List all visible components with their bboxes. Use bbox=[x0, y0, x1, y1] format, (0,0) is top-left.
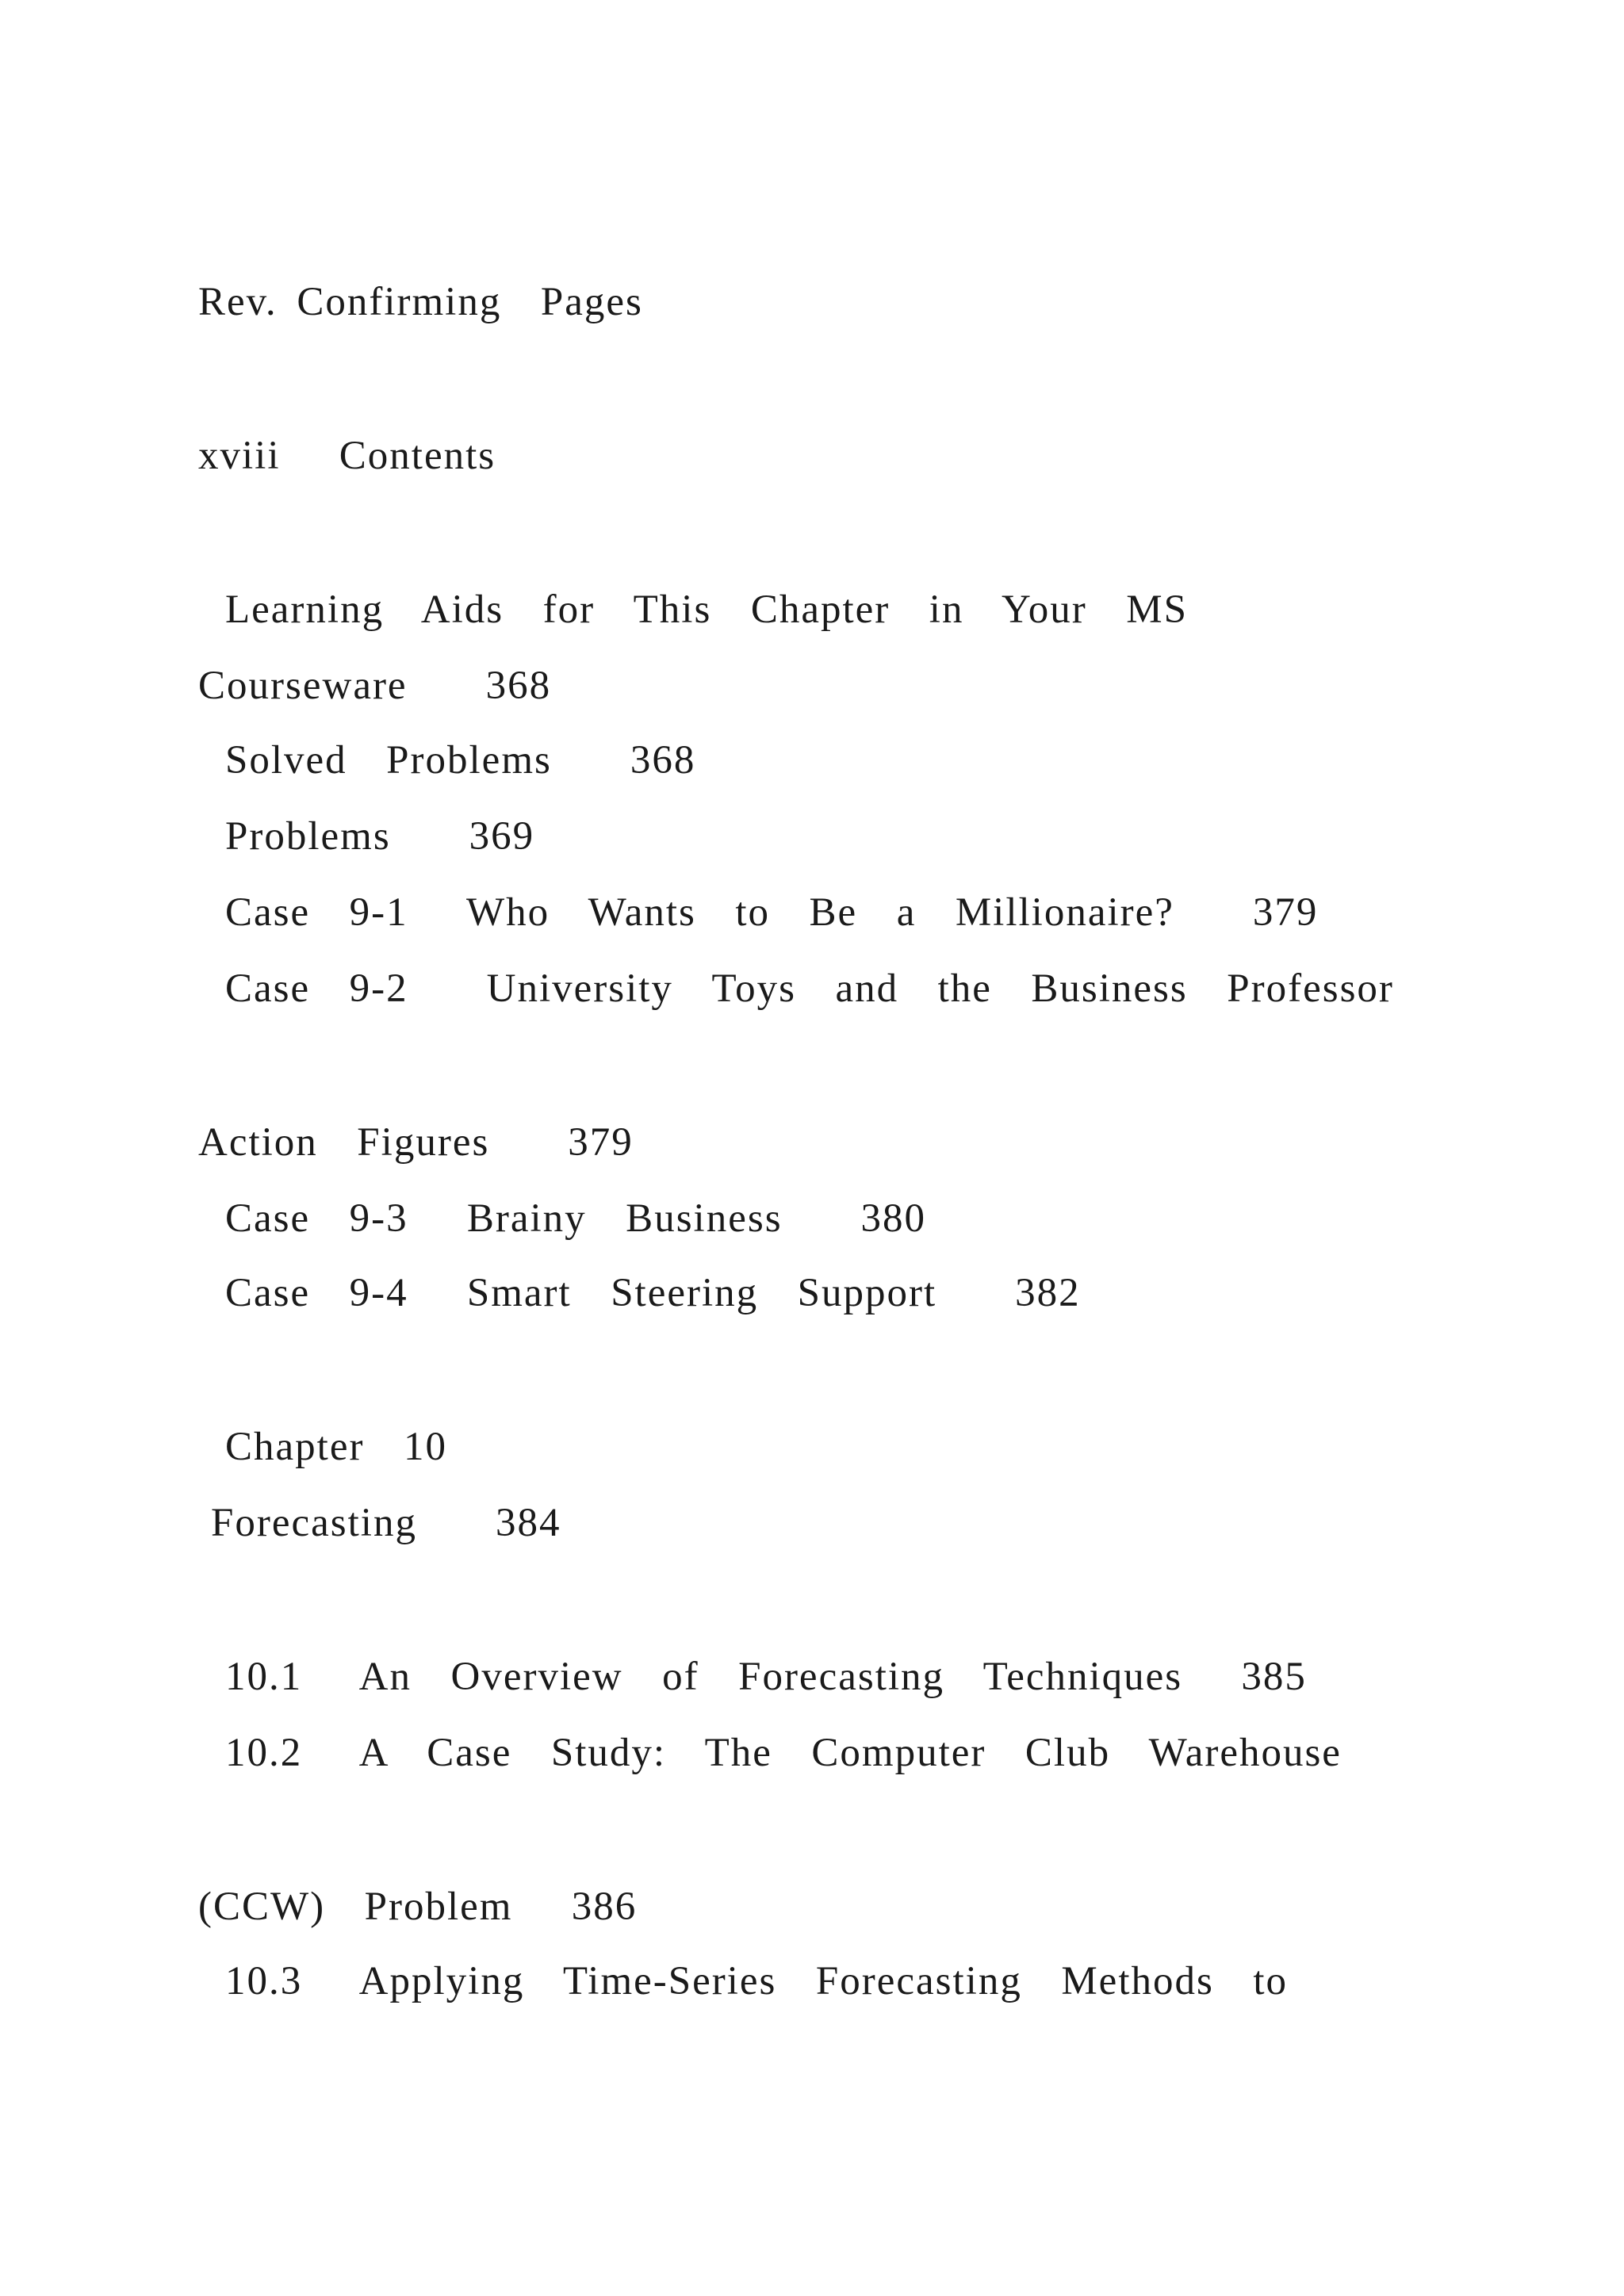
toc-entry-solved-problems: Solved Problems 368 bbox=[225, 738, 696, 783]
toc-entry-10-2-cont: (CCW) Problem 386 bbox=[198, 1885, 638, 1929]
page-label: xviii Contents bbox=[198, 434, 496, 478]
toc-entry-learning-aids: Learning Aids for This Chapter in Your MS bbox=[225, 587, 1188, 632]
chapter-title: Forecasting 384 bbox=[211, 1501, 561, 1545]
toc-entry-learning-aids-cont: Courseware 368 bbox=[198, 664, 552, 708]
toc-entry-10-2: 10.2 A Case Study: The Computer Club Warehouse bbox=[225, 1731, 1342, 1775]
toc-entry-problems: Problems 369 bbox=[225, 814, 535, 859]
running-head: Rev. Confirming Pages bbox=[198, 280, 643, 324]
toc-entry-case-9-2: Case 9-2 University Toys and the Business Professor bbox=[225, 966, 1394, 1011]
toc-entry-case-9-1: Case 9-1 Who Wants to Be a Millionaire? 379 bbox=[225, 890, 1319, 935]
toc-entry-10-3: 10.3 Applying Time-Series Forecasting Methods to bbox=[225, 1959, 1288, 2003]
toc-entry-case-9-4: Case 9-4 Smart Steering Support 382 bbox=[225, 1271, 1081, 1315]
toc-entry-case-9-3: Case 9-3 Brainy Business 380 bbox=[225, 1196, 927, 1241]
toc-entry-10-1: 10.1 An Overview of Forecasting Techniques 385 bbox=[225, 1655, 1307, 1699]
toc-entry-case-9-2-cont: Action Figures 379 bbox=[198, 1120, 634, 1165]
chapter-number: Chapter 10 bbox=[225, 1425, 447, 1469]
